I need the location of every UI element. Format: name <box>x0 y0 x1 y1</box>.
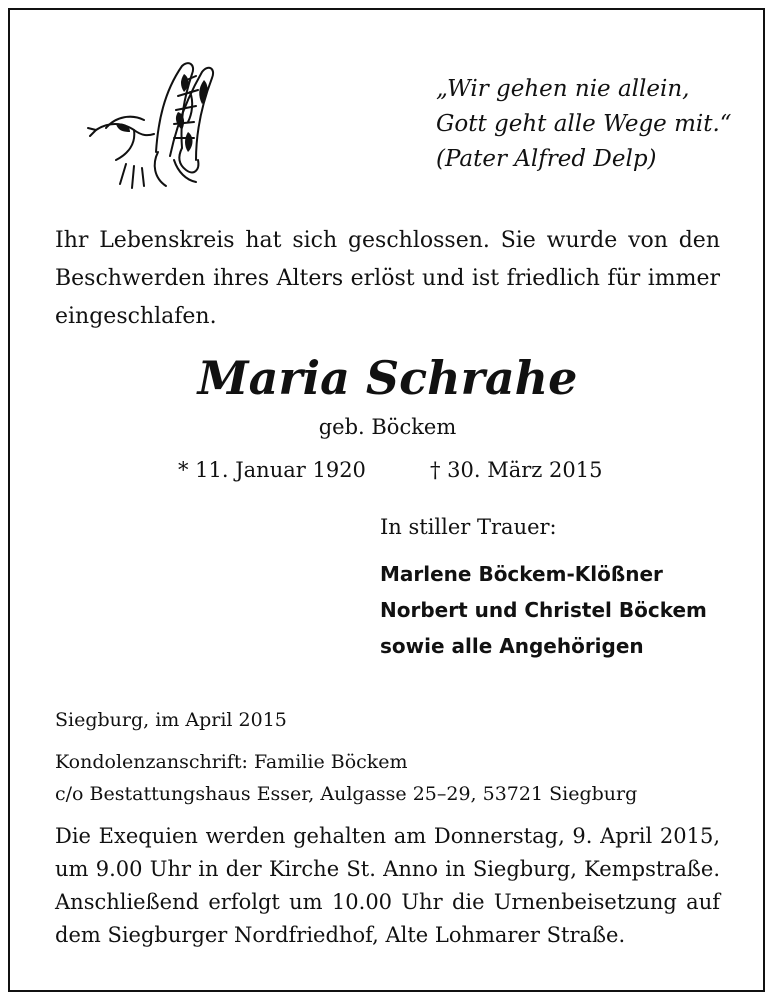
condolence-line-2: c/o Bestattungshaus Esser, Aulgasse 25–29, 53721 Siegburg <box>55 783 638 805</box>
birth-date: * 11. Januar 1920 <box>178 458 366 482</box>
praying-hands-icon <box>86 52 236 192</box>
mourner-name: Marlene Böckem-Klößner <box>380 562 663 586</box>
mourners-list <box>380 556 707 664</box>
mourner-name: sowie alle Angehörigen <box>380 634 644 658</box>
maiden-name: geb. Böckem <box>318 415 457 439</box>
condolence-address <box>55 746 637 810</box>
place-date: Siegburg, im April 2015 <box>55 709 287 731</box>
condolence-line-1: Kondolenzanschrift: Familie Böckem <box>55 751 408 773</box>
quote-line-2: Gott geht alle Wege mit.“ <box>436 111 732 137</box>
death-date: † 30. März 2015 <box>430 458 603 482</box>
intro-text: Ihr Lebenskreis hat sich geschlossen. Sie wurde von den Beschwerden ihres Alters erlöst und ist friedlich für immer eingeschlafen. <box>55 228 720 329</box>
quote-line-1: „Wir gehen nie allein, <box>436 76 690 102</box>
mourner-name: Norbert und Christel Böckem <box>380 598 707 622</box>
quote-block <box>436 72 732 177</box>
deceased-name: Maria Schrahe <box>197 351 578 405</box>
quote-author: (Pater Alfred Delp) <box>436 146 657 172</box>
mourning-heading: In stiller Trauer: <box>380 515 557 539</box>
service-info: Die Exequien werden gehalten am Donnerstag, 9. April 2015, um 9.00 Uhr in der Kirche St. Anno in Siegburg, Kempstraße. Anschließend erfolgt um 10.00 Uhr die Urnenbeisetzung auf dem Siegburger Nordfriedhof, Alte Lohmarer Straße. <box>55 824 720 947</box>
